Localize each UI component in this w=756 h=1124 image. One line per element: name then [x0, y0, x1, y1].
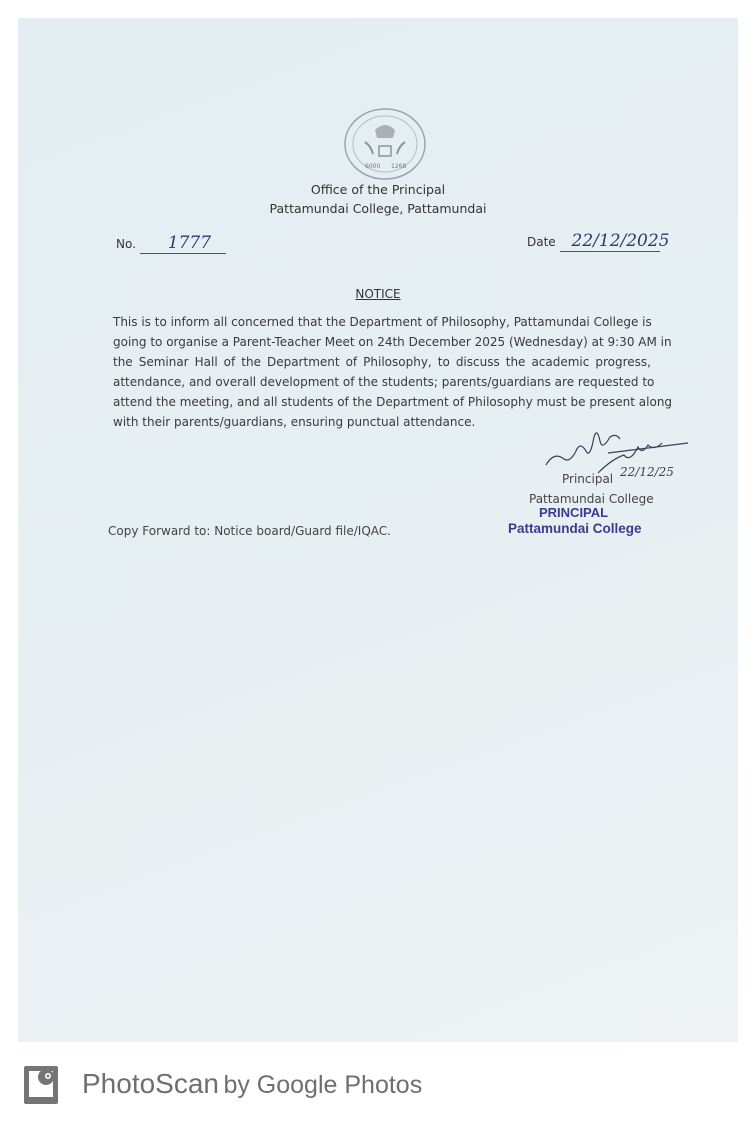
body-line: with their parents/guardians, ensuring punctual attendance. — [113, 415, 476, 429]
date-label: Date — [527, 235, 556, 249]
date-value: 22/12/2025 — [560, 231, 660, 252]
no-label: No. — [116, 237, 136, 251]
stamp-college: Pattamundai College — [508, 521, 642, 536]
no-value: 1777 — [140, 233, 226, 254]
office-title: Office of the Principal — [310, 182, 446, 197]
photoscan-icon — [24, 1066, 58, 1104]
signatory-college: Pattamundai College — [529, 492, 654, 506]
photoscan-footer — [0, 1042, 756, 1124]
photoscan-brand — [82, 1068, 422, 1100]
reference-number — [116, 233, 226, 254]
body-line: This is to inform all concerned that the Department of Philosophy, Pattamundai College is — [113, 315, 652, 329]
scanned-notice — [18, 18, 738, 1042]
signature-date: 22/12/25 — [620, 465, 674, 479]
body-line: attend the meeting, and all students of the Department of Philosophy must be present along — [113, 395, 673, 409]
body-line: going to organise a Parent-Teacher Meet on 24th December 2025 (Wednesday) at 9:30 AM in — [113, 335, 672, 349]
college-name: Pattamundai College, Pattamundai — [269, 201, 487, 216]
stamp-title: PRINCIPAL — [539, 505, 609, 520]
seal-year-left: 6000 — [365, 163, 381, 170]
notice-heading: NOTICE — [355, 287, 401, 301]
brand-name: PhotoScan — [82, 1068, 219, 1099]
copy-forward: Copy Forward to: Notice board/Guard file/IQAC. — [108, 524, 391, 538]
body-line: attendance, and overall development of the students; parents/guardians are requested to — [113, 375, 655, 389]
body-line: the Seminar Hall of the Department of Philosophy, to discuss the academic progress, — [113, 355, 651, 369]
signatory-title: Principal — [562, 472, 614, 486]
seal-year-right: 1268 — [391, 163, 407, 170]
notice-date — [527, 231, 670, 252]
brand-suffix: by Google Photos — [223, 1071, 423, 1099]
college-seal-icon — [343, 106, 427, 182]
